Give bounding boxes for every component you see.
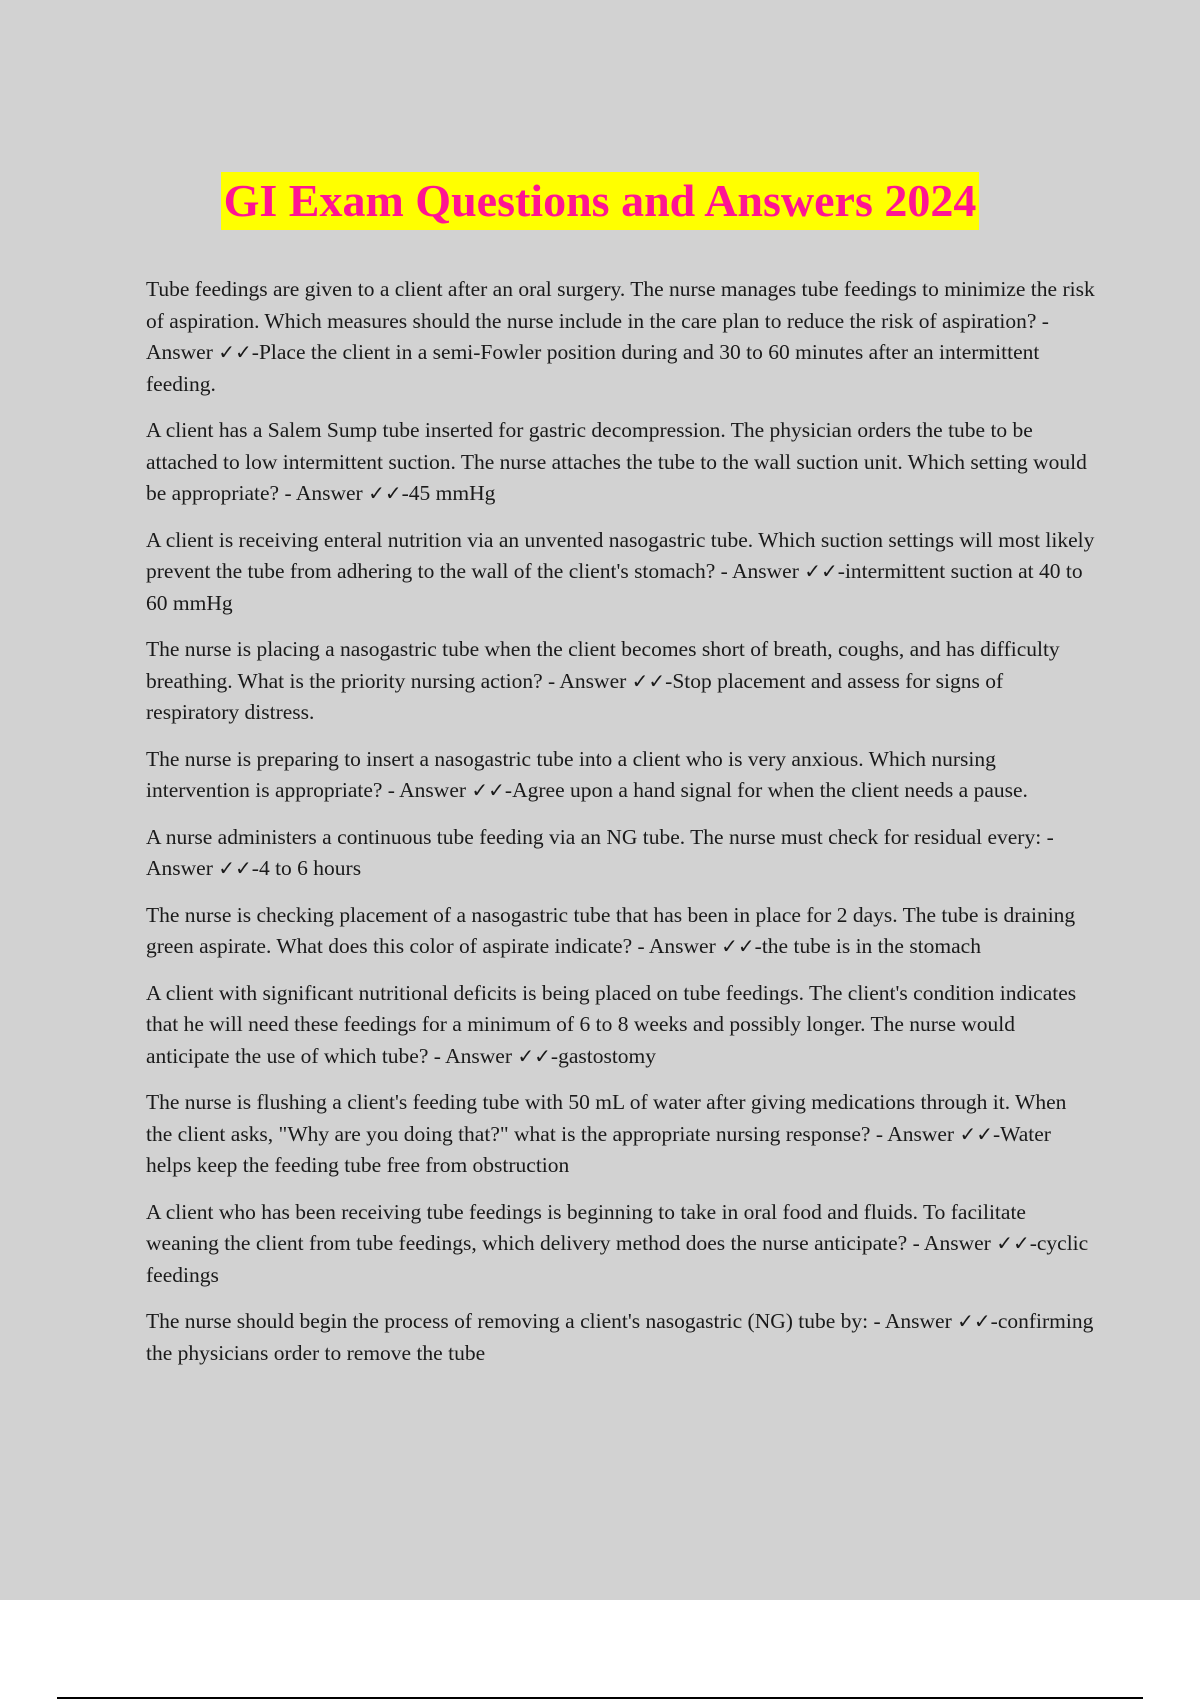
double-check-icon: ✓✓ <box>471 778 505 802</box>
double-check-icon: ✓✓ <box>721 934 755 958</box>
double-check-icon: ✓✓ <box>517 1043 551 1068</box>
answer-text: 4 to 6 hours <box>258 856 362 880</box>
answer-separator: - Answer <box>632 934 722 958</box>
question-text: A client has a Salem Sump tube inserted for gastric decompression. The physician orders the tube to be attached to low intermittent suction. The nurse attaches the tube to the wall suction unit. Which setting would be appropriate? <box>146 418 1087 505</box>
question-text: A client who has been receiving tube feedings is beginning to take in oral food and fluids. To facilitate weaning the client from tube feedings, which delivery method does the nurse anticipate? <box>146 1199 1026 1255</box>
answer-separator: - Answer <box>715 559 805 583</box>
answer-text: gastostomy <box>558 1043 657 1068</box>
question-text: A client with significant nutritional deficits is being placed on tube feedings. The client's condition indicates that he will need these feedings for a minimum of 6 to 8 weeks and possibly longer. The nurse would anticipate the use of which tube? <box>146 980 1077 1068</box>
double-check-icon: ✓✓ <box>959 1121 993 1146</box>
answer-text: cyclic feedings <box>146 1231 1089 1287</box>
answer-text: Stop placement and assess for signs of respiratory distress. <box>146 668 1004 724</box>
answer-prefix: - <box>401 481 409 505</box>
qa-item <box>146 274 1096 400</box>
answer-prefix: - <box>992 1121 1001 1146</box>
qa-item <box>146 822 1096 885</box>
answer-prefix: - <box>1029 1231 1037 1255</box>
answer-separator: - Answer <box>279 481 369 505</box>
question-text: The nurse should begin the process of removing a client's nasogastric (NG) tube by: <box>146 1309 869 1333</box>
answer-separator: - Answer <box>146 308 1049 364</box>
double-check-icon: ✓✓ <box>996 1231 1030 1255</box>
question-text: Tube feedings are given to a client after an oral surgery. The nurse manages tube feedings to minimize the risk of aspiration. Which measures should the nurse include in the care plan to reduce the risk of aspiration? <box>146 277 1095 333</box>
answer-prefix: - <box>504 778 513 802</box>
answer-separator: - Answer <box>868 1309 958 1333</box>
double-check-icon: ✓✓ <box>631 668 666 693</box>
qa-item <box>146 634 1096 729</box>
answer-prefix: - <box>251 856 259 880</box>
answer-text: 45 mmHg <box>408 481 496 505</box>
answer-prefix: - <box>251 340 259 364</box>
answer-separator: - Answer <box>146 824 1054 880</box>
question-text: The nurse is checking placement of a nasogastric tube that has been in place for 2 days. The tube is draining green aspirate. What does this color of aspirate indicate? <box>146 902 1076 958</box>
double-check-icon: ✓✓ <box>957 1309 991 1333</box>
answer-text: Water helps keep the feeding tube free from obstruction <box>146 1121 1051 1177</box>
answer-text: intermittent suction at 40 to 60 mmHg <box>146 559 1083 615</box>
answer-prefix: - <box>754 934 762 958</box>
double-check-icon: ✓✓ <box>804 559 838 583</box>
answer-prefix: - <box>837 559 845 583</box>
qa-item <box>146 1306 1096 1369</box>
answer-text: Agree upon a hand signal for when the client needs a pause. <box>512 778 1028 802</box>
answer-separator: - Answer <box>870 1121 960 1146</box>
title-container <box>0 172 1200 230</box>
question-text: The nurse is placing a nasogastric tube when the client becomes short of breath, coughs, and has difficulty breathing. What is the priority nursing action? <box>146 637 1060 693</box>
qa-item <box>146 415 1096 510</box>
answer-separator: - Answer <box>907 1231 997 1255</box>
qa-list <box>146 274 1096 1384</box>
answer-prefix: - <box>665 668 673 693</box>
answer-separator: - Answer <box>428 1043 518 1068</box>
answer-text: Place the client in a semi-Fowler position during and 30 to 60 minutes after an intermittent feeding. <box>146 340 1040 396</box>
qa-item <box>146 744 1096 807</box>
answer-text: the tube is in the stomach <box>761 934 981 958</box>
qa-item <box>146 525 1096 620</box>
answer-separator: - Answer <box>542 668 632 693</box>
double-check-icon: ✓✓ <box>368 481 402 505</box>
answer-prefix: - <box>990 1309 998 1333</box>
answer-text: confirming the physicians order to remove the tube <box>146 1309 1094 1365</box>
question-text: The nurse is flushing a client's feeding tube with 50 mL of water after giving medications through it. When the client asks, "Why are you doing that?" what is the appropriate nursing response? <box>146 1090 1067 1146</box>
qa-item <box>146 1197 1096 1292</box>
qa-item <box>146 1087 1096 1182</box>
question-text: The nurse is preparing to insert a nasogastric tube into a client who is very anxious. Which nursing intervention is appropriate? <box>146 746 996 802</box>
footer-divider <box>57 1697 1143 1699</box>
qa-item <box>146 978 1096 1073</box>
double-check-icon: ✓✓ <box>218 340 252 364</box>
qa-item <box>146 900 1096 963</box>
question-text: A nurse administers a continuous tube feeding via an NG tube. The nurse must check for residual every: <box>146 824 1042 849</box>
answer-separator: - Answer <box>382 778 472 802</box>
answer-prefix: - <box>550 1043 559 1068</box>
double-check-icon: ✓✓ <box>218 856 252 880</box>
question-text: A client is receiving enteral nutrition via an unvented nasogastric tube. Which suction settings will most likely prevent the tube from adhering to the wall of the client's stomach? <box>146 527 1095 583</box>
document-title: GI Exam Questions and Answers 2024 <box>221 172 980 230</box>
